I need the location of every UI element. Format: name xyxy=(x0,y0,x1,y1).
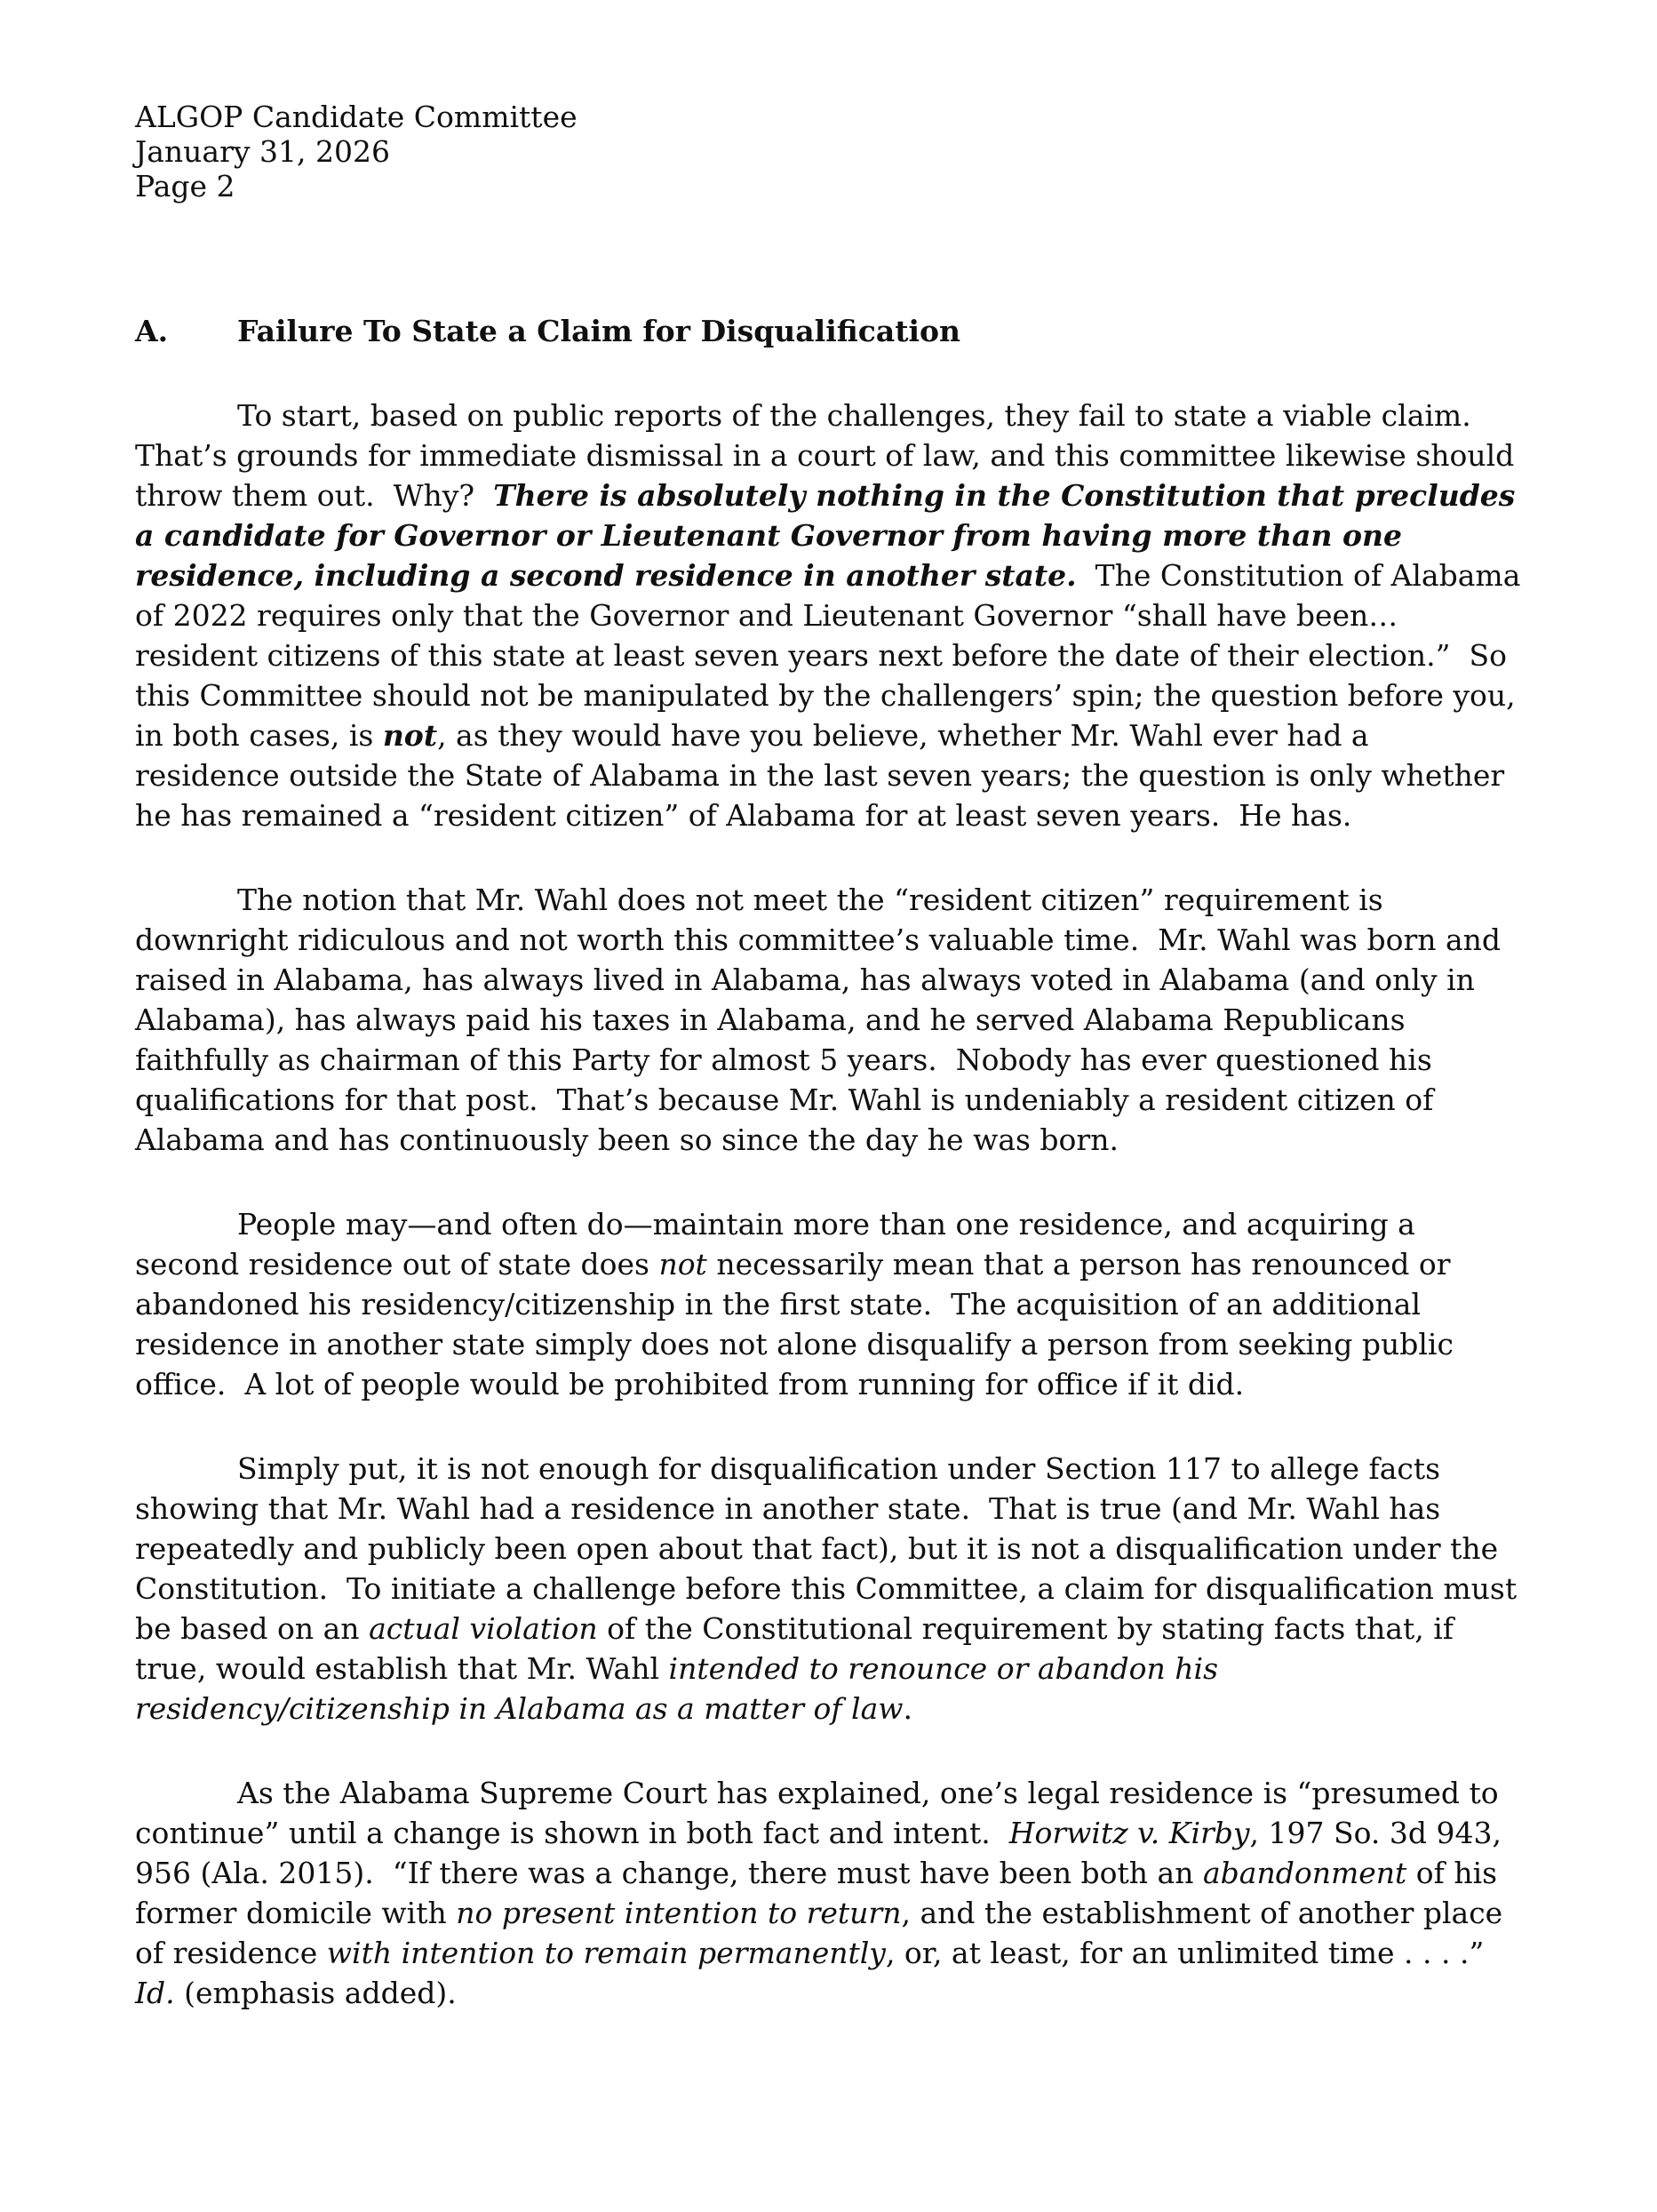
text-run: of the Constitutional requirement by stating facts that, if true, would establish that Mr. Wahl xyxy=(135,1611,1463,1686)
emphasized-text-run: not xyxy=(382,718,438,753)
body-paragraphs xyxy=(135,395,1530,2013)
text-run: , and the establishment of another place of residence xyxy=(135,1896,1512,1970)
letterhead xyxy=(135,100,1522,204)
paragraph xyxy=(135,880,1522,1160)
paragraph xyxy=(135,1773,1522,2013)
letterhead-page-number: Page 2 xyxy=(135,169,235,204)
section-title: Failure To State a Claim for Disqualification xyxy=(237,314,960,348)
emphasized-text-run: actual violation xyxy=(369,1611,598,1646)
text-run: (emphasis added). xyxy=(174,1976,457,2010)
section-heading xyxy=(135,311,1522,351)
emphasized-text-run: no present intention to return xyxy=(456,1896,902,1930)
text-run: , as they would have you believe, whether Mr. Wahl ever had a residence outside the State of Alabama in the last seven years; the question is only whether he has remained a “resident citizen” of Alabama for at least seven years. He has. xyxy=(135,718,1514,833)
emphasized-text-run: not xyxy=(658,1247,707,1282)
letterhead-date: January 31, 2026 xyxy=(135,134,390,169)
text-run: To start, based on public reports of the challenges, they fail to state a viable claim. That’s grounds for immediate dismissal in a court of law, and this committee likewise should throw them out. Why? xyxy=(135,398,1524,513)
letterhead-organization: ALGOP Candidate Committee xyxy=(135,100,578,134)
text-run: People may—and often do—maintain more than one residence, and acquiring a second residence out of state does xyxy=(135,1207,1425,1282)
emphasized-text-run: intended to renounce or abandon his residency/citizenship in Alabama as a matter of law xyxy=(135,1651,1228,1726)
paragraph xyxy=(135,395,1530,835)
text-run: , 197 So. 3d 943, 956 (Ala. 2015). “If there was a change, there must have been both an xyxy=(135,1816,1511,1890)
text-run: of his former domicile with xyxy=(135,1856,1507,1930)
text-run: , or, at least, for an unlimited time . . . .” xyxy=(885,1936,1503,1970)
paragraph xyxy=(135,1449,1526,1729)
emphasized-text-run: Horwitz v. Kirby xyxy=(1008,1816,1250,1850)
text-run: Simply put, it is not enough for disqualification under Section 117 to allege facts showing that Mr. Wahl had a residence in another state. That is true (and Mr. Wahl has repeatedly and publicly been open about that fact), but it is not a disqualification under the Constitution. To initiate a challenge before this Committee, a claim for disqualification must be based on an xyxy=(135,1451,1526,1646)
emphasized-text-run: Id. xyxy=(135,1976,175,2010)
text-run: The Constitution of Alabama of 2022 requires only that the Governor and Lieutenant Governor “shall have been… resident citizens of this state at least seven years next before the date of their election.” So this Committee should not be manipulated by the challengers’ spin; the question before you, in both cases, is xyxy=(135,558,1530,753)
text-run: necessarily mean that a person has renounced or abandoned his residency/citizenship in the first state. The acquisition of an additional residence in another state simply does not alone disqualify a person from seeking public office. A lot of people would be prohibited from running for office if it did. xyxy=(135,1247,1463,1401)
emphasized-text-run: abandonment xyxy=(1202,1856,1407,1890)
emphasized-text-run: There is absolutely nothing in the Constitution that precludes a candidate for Governor or Lieutenant Governor from having more than one residence, including a second residence in another state. xyxy=(135,478,1526,593)
text-run: As the Alabama Supreme Court has explained, one’s legal residence is “presumed to continue” until a change is shown in both fact and intent. xyxy=(135,1776,1509,1850)
paragraph xyxy=(135,1204,1522,1404)
emphasized-text-run: with intention to remain permanently xyxy=(326,1936,886,1970)
text-run: The notion that Mr. Wahl does not meet the “resident citizen” requirement is downright ridiculous and not worth this committee’s valuable time. Mr. Wahl was born and raised in Alabama, has always lived in Alabama, has always voted in Alabama (and only in Alabama), has always paid his taxes in Alabama, and he served Alabama Republicans faithfully as chairman of this Party for almost 5 years. Nobody has ever questioned his qualifications for that post. That’s because Mr. Wahl is undeniably a resident citizen of Alabama and has continuously been so since the day he was born. xyxy=(135,882,1510,1157)
text-run: . xyxy=(903,1691,913,1726)
section-number: A. xyxy=(135,314,169,348)
